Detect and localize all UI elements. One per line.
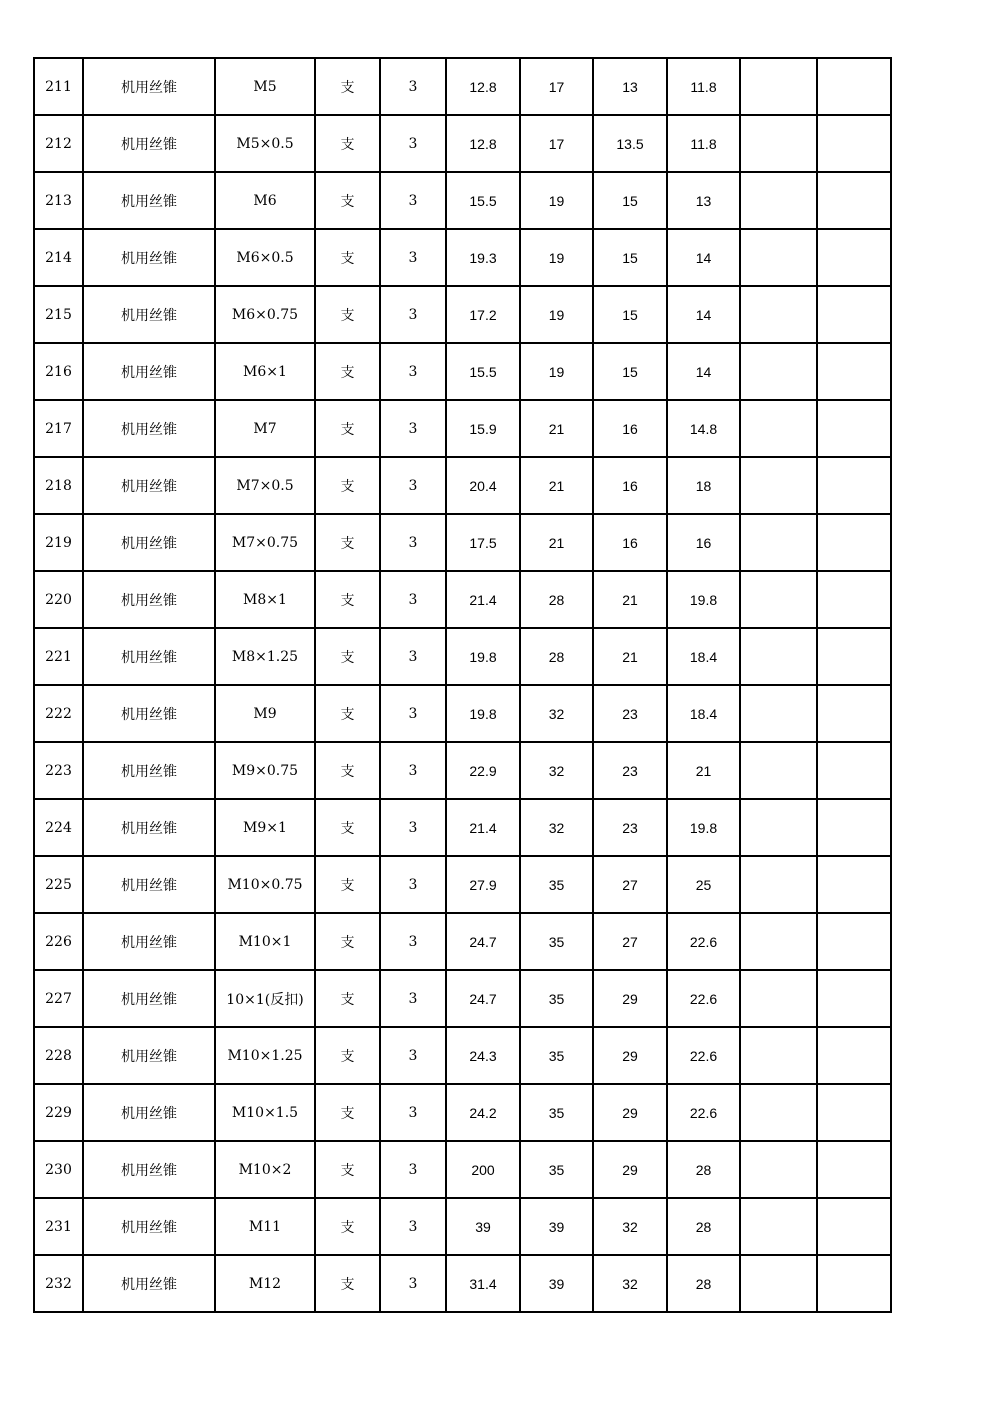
item-spec: M11	[215, 1198, 315, 1255]
item-unit: 支	[315, 571, 380, 628]
value-col-1: 24.2	[446, 1084, 520, 1141]
value-col-2: 39	[520, 1255, 593, 1312]
item-name: 机用丝锥	[83, 457, 215, 514]
value-col-3: 27	[593, 856, 667, 913]
value-col-3: 13.5	[593, 115, 667, 172]
item-name: 机用丝锥	[83, 172, 215, 229]
item-name: 机用丝锥	[83, 1198, 215, 1255]
empty-cell	[740, 571, 817, 628]
table-row	[34, 58, 891, 115]
empty-cell	[740, 1141, 817, 1198]
item-spec: M8×1.25	[215, 628, 315, 685]
item-unit: 支	[315, 856, 380, 913]
table-body	[34, 58, 891, 1312]
empty-cell	[740, 58, 817, 115]
table-row	[34, 229, 891, 286]
item-spec: 10×1(反扣)	[215, 970, 315, 1027]
empty-cell	[740, 913, 817, 970]
value-col-1: 27.9	[446, 856, 520, 913]
empty-cell	[740, 115, 817, 172]
item-name: 机用丝锥	[83, 1027, 215, 1084]
item-spec: M9	[215, 685, 315, 742]
item-quantity: 3	[380, 799, 446, 856]
value-col-1: 21.4	[446, 799, 520, 856]
item-unit: 支	[315, 1141, 380, 1198]
row-number: 227	[34, 970, 83, 1027]
item-name: 机用丝锥	[83, 913, 215, 970]
empty-cell	[817, 628, 891, 685]
value-col-4: 14.8	[667, 400, 740, 457]
value-col-4: 28	[667, 1198, 740, 1255]
value-col-4: 22.6	[667, 913, 740, 970]
item-spec: M5×0.5	[215, 115, 315, 172]
value-col-3: 23	[593, 742, 667, 799]
value-col-2: 19	[520, 229, 593, 286]
value-col-4: 19.8	[667, 799, 740, 856]
value-col-3: 27	[593, 913, 667, 970]
value-col-1: 17.5	[446, 514, 520, 571]
value-col-3: 23	[593, 799, 667, 856]
value-col-4: 11.8	[667, 115, 740, 172]
item-spec: M10×0.75	[215, 856, 315, 913]
empty-cell	[740, 343, 817, 400]
value-col-1: 15.9	[446, 400, 520, 457]
item-unit: 支	[315, 1027, 380, 1084]
empty-cell	[740, 1198, 817, 1255]
item-unit: 支	[315, 400, 380, 457]
table-row	[34, 115, 891, 172]
empty-cell	[817, 172, 891, 229]
item-spec: M10×1.25	[215, 1027, 315, 1084]
item-spec: M10×2	[215, 1141, 315, 1198]
value-col-2: 32	[520, 685, 593, 742]
item-unit: 支	[315, 229, 380, 286]
empty-cell	[817, 799, 891, 856]
value-col-2: 39	[520, 1198, 593, 1255]
item-quantity: 3	[380, 229, 446, 286]
value-col-1: 12.8	[446, 115, 520, 172]
item-unit: 支	[315, 685, 380, 742]
value-col-3: 29	[593, 1027, 667, 1084]
item-quantity: 3	[380, 514, 446, 571]
empty-cell	[817, 1027, 891, 1084]
item-quantity: 3	[380, 571, 446, 628]
row-number: 231	[34, 1198, 83, 1255]
value-col-1: 20.4	[446, 457, 520, 514]
value-col-4: 13	[667, 172, 740, 229]
empty-cell	[817, 58, 891, 115]
item-name: 机用丝锥	[83, 115, 215, 172]
value-col-2: 35	[520, 1027, 593, 1084]
value-col-4: 18.4	[667, 628, 740, 685]
item-quantity: 3	[380, 115, 446, 172]
value-col-1: 24.7	[446, 970, 520, 1027]
value-col-2: 35	[520, 913, 593, 970]
item-name: 机用丝锥	[83, 286, 215, 343]
table-row	[34, 628, 891, 685]
item-spec: M6	[215, 172, 315, 229]
table-row	[34, 1255, 891, 1312]
value-col-3: 32	[593, 1198, 667, 1255]
empty-cell	[740, 1084, 817, 1141]
price-table	[33, 57, 892, 1313]
value-col-4: 14	[667, 286, 740, 343]
item-quantity: 3	[380, 685, 446, 742]
table-row	[34, 970, 891, 1027]
item-spec: M10×1	[215, 913, 315, 970]
empty-cell	[740, 685, 817, 742]
empty-cell	[740, 856, 817, 913]
item-name: 机用丝锥	[83, 1084, 215, 1141]
row-number: 225	[34, 856, 83, 913]
value-col-1: 19.8	[446, 628, 520, 685]
empty-cell	[817, 229, 891, 286]
item-quantity: 3	[380, 742, 446, 799]
item-quantity: 3	[380, 457, 446, 514]
item-unit: 支	[315, 628, 380, 685]
empty-cell	[817, 1084, 891, 1141]
row-number: 220	[34, 571, 83, 628]
item-unit: 支	[315, 286, 380, 343]
value-col-1: 24.3	[446, 1027, 520, 1084]
item-quantity: 3	[380, 1141, 446, 1198]
value-col-1: 31.4	[446, 1255, 520, 1312]
item-quantity: 3	[380, 58, 446, 115]
value-col-4: 28	[667, 1255, 740, 1312]
item-unit: 支	[315, 115, 380, 172]
row-number: 215	[34, 286, 83, 343]
value-col-4: 18.4	[667, 685, 740, 742]
value-col-3: 15	[593, 343, 667, 400]
item-spec: M7×0.5	[215, 457, 315, 514]
empty-cell	[817, 343, 891, 400]
item-name: 机用丝锥	[83, 229, 215, 286]
value-col-2: 35	[520, 1084, 593, 1141]
row-number: 214	[34, 229, 83, 286]
row-number: 232	[34, 1255, 83, 1312]
value-col-1: 15.5	[446, 172, 520, 229]
empty-cell	[740, 799, 817, 856]
empty-cell	[817, 571, 891, 628]
value-col-3: 15	[593, 286, 667, 343]
value-col-3: 29	[593, 1141, 667, 1198]
value-col-4: 21	[667, 742, 740, 799]
value-col-1: 12.8	[446, 58, 520, 115]
empty-cell	[817, 913, 891, 970]
value-col-3: 29	[593, 1084, 667, 1141]
value-col-1: 24.7	[446, 913, 520, 970]
table-row	[34, 685, 891, 742]
item-name: 机用丝锥	[83, 856, 215, 913]
value-col-1: 39	[446, 1198, 520, 1255]
table-row	[34, 1141, 891, 1198]
item-name: 机用丝锥	[83, 970, 215, 1027]
value-col-3: 21	[593, 628, 667, 685]
empty-cell	[740, 457, 817, 514]
item-quantity: 3	[380, 856, 446, 913]
empty-cell	[740, 229, 817, 286]
item-unit: 支	[315, 742, 380, 799]
table-row	[34, 1084, 891, 1141]
row-number: 219	[34, 514, 83, 571]
row-number: 221	[34, 628, 83, 685]
value-col-4: 18	[667, 457, 740, 514]
item-quantity: 3	[380, 400, 446, 457]
item-name: 机用丝锥	[83, 685, 215, 742]
empty-cell	[740, 514, 817, 571]
empty-cell	[740, 628, 817, 685]
table-row	[34, 742, 891, 799]
item-unit: 支	[315, 514, 380, 571]
empty-cell	[817, 1255, 891, 1312]
empty-cell	[817, 286, 891, 343]
value-col-4: 16	[667, 514, 740, 571]
row-number: 212	[34, 115, 83, 172]
item-name: 机用丝锥	[83, 1255, 215, 1312]
empty-cell	[740, 1027, 817, 1084]
value-col-3: 15	[593, 172, 667, 229]
value-col-2: 32	[520, 799, 593, 856]
value-col-3: 23	[593, 685, 667, 742]
row-number: 211	[34, 58, 83, 115]
empty-cell	[817, 742, 891, 799]
value-col-4: 22.6	[667, 1084, 740, 1141]
table-row	[34, 286, 891, 343]
table-row	[34, 913, 891, 970]
value-col-4: 11.8	[667, 58, 740, 115]
value-col-2: 19	[520, 286, 593, 343]
item-quantity: 3	[380, 1255, 446, 1312]
value-col-4: 22.6	[667, 970, 740, 1027]
item-name: 机用丝锥	[83, 343, 215, 400]
item-spec: M6×0.5	[215, 229, 315, 286]
value-col-2: 17	[520, 115, 593, 172]
item-unit: 支	[315, 1255, 380, 1312]
empty-cell	[817, 1198, 891, 1255]
empty-cell	[817, 115, 891, 172]
value-col-3: 21	[593, 571, 667, 628]
table-row	[34, 1027, 891, 1084]
value-col-2: 17	[520, 58, 593, 115]
value-col-2: 21	[520, 400, 593, 457]
table-row	[34, 856, 891, 913]
empty-cell	[817, 457, 891, 514]
value-col-4: 19.8	[667, 571, 740, 628]
value-col-1: 15.5	[446, 343, 520, 400]
value-col-1: 200	[446, 1141, 520, 1198]
table-row	[34, 343, 891, 400]
value-col-3: 15	[593, 229, 667, 286]
value-col-2: 28	[520, 571, 593, 628]
item-quantity: 3	[380, 286, 446, 343]
table-row	[34, 457, 891, 514]
row-number: 213	[34, 172, 83, 229]
item-quantity: 3	[380, 1198, 446, 1255]
table-row	[34, 400, 891, 457]
row-number: 226	[34, 913, 83, 970]
item-spec: M5	[215, 58, 315, 115]
item-quantity: 3	[380, 628, 446, 685]
item-spec: M7×0.75	[215, 514, 315, 571]
row-number: 217	[34, 400, 83, 457]
value-col-2: 35	[520, 970, 593, 1027]
item-spec: M9×1	[215, 799, 315, 856]
item-spec: M10×1.5	[215, 1084, 315, 1141]
table-row	[34, 571, 891, 628]
item-name: 机用丝锥	[83, 742, 215, 799]
item-name: 机用丝锥	[83, 628, 215, 685]
item-unit: 支	[315, 1198, 380, 1255]
item-unit: 支	[315, 913, 380, 970]
item-spec: M7	[215, 400, 315, 457]
value-col-3: 16	[593, 514, 667, 571]
empty-cell	[740, 742, 817, 799]
item-unit: 支	[315, 172, 380, 229]
item-name: 机用丝锥	[83, 58, 215, 115]
value-col-4: 14	[667, 343, 740, 400]
empty-cell	[817, 856, 891, 913]
value-col-4: 22.6	[667, 1027, 740, 1084]
value-col-4: 14	[667, 229, 740, 286]
empty-cell	[817, 400, 891, 457]
value-col-1: 19.3	[446, 229, 520, 286]
value-col-2: 21	[520, 514, 593, 571]
value-col-2: 32	[520, 742, 593, 799]
value-col-1: 22.9	[446, 742, 520, 799]
empty-cell	[740, 286, 817, 343]
value-col-3: 13	[593, 58, 667, 115]
item-unit: 支	[315, 970, 380, 1027]
value-col-3: 16	[593, 400, 667, 457]
row-number: 223	[34, 742, 83, 799]
item-quantity: 3	[380, 343, 446, 400]
row-number: 224	[34, 799, 83, 856]
empty-cell	[740, 1255, 817, 1312]
item-unit: 支	[315, 457, 380, 514]
empty-cell	[817, 970, 891, 1027]
table-row	[34, 514, 891, 571]
empty-cell	[817, 514, 891, 571]
value-col-2: 35	[520, 1141, 593, 1198]
item-name: 机用丝锥	[83, 400, 215, 457]
row-number: 229	[34, 1084, 83, 1141]
value-col-1: 17.2	[446, 286, 520, 343]
empty-cell	[740, 970, 817, 1027]
value-col-2: 35	[520, 856, 593, 913]
item-spec: M9×0.75	[215, 742, 315, 799]
item-quantity: 3	[380, 1027, 446, 1084]
empty-cell	[817, 1141, 891, 1198]
empty-cell	[817, 685, 891, 742]
item-spec: M8×1	[215, 571, 315, 628]
value-col-2: 21	[520, 457, 593, 514]
value-col-3: 16	[593, 457, 667, 514]
item-quantity: 3	[380, 1084, 446, 1141]
row-number: 230	[34, 1141, 83, 1198]
item-name: 机用丝锥	[83, 571, 215, 628]
row-number: 228	[34, 1027, 83, 1084]
table-row	[34, 799, 891, 856]
value-col-2: 19	[520, 172, 593, 229]
item-quantity: 3	[380, 172, 446, 229]
item-name: 机用丝锥	[83, 799, 215, 856]
item-unit: 支	[315, 799, 380, 856]
value-col-4: 25	[667, 856, 740, 913]
value-col-1: 19.8	[446, 685, 520, 742]
empty-cell	[740, 172, 817, 229]
table-row	[34, 1198, 891, 1255]
item-quantity: 3	[380, 913, 446, 970]
item-spec: M6×0.75	[215, 286, 315, 343]
item-unit: 支	[315, 343, 380, 400]
value-col-3: 32	[593, 1255, 667, 1312]
value-col-3: 29	[593, 970, 667, 1027]
value-col-1: 21.4	[446, 571, 520, 628]
item-spec: M6×1	[215, 343, 315, 400]
row-number: 222	[34, 685, 83, 742]
row-number: 216	[34, 343, 83, 400]
value-col-2: 28	[520, 628, 593, 685]
item-spec: M12	[215, 1255, 315, 1312]
item-unit: 支	[315, 58, 380, 115]
item-unit: 支	[315, 1084, 380, 1141]
value-col-2: 19	[520, 343, 593, 400]
item-name: 机用丝锥	[83, 1141, 215, 1198]
empty-cell	[740, 400, 817, 457]
item-quantity: 3	[380, 970, 446, 1027]
row-number: 218	[34, 457, 83, 514]
value-col-4: 28	[667, 1141, 740, 1198]
table-row	[34, 172, 891, 229]
item-name: 机用丝锥	[83, 514, 215, 571]
